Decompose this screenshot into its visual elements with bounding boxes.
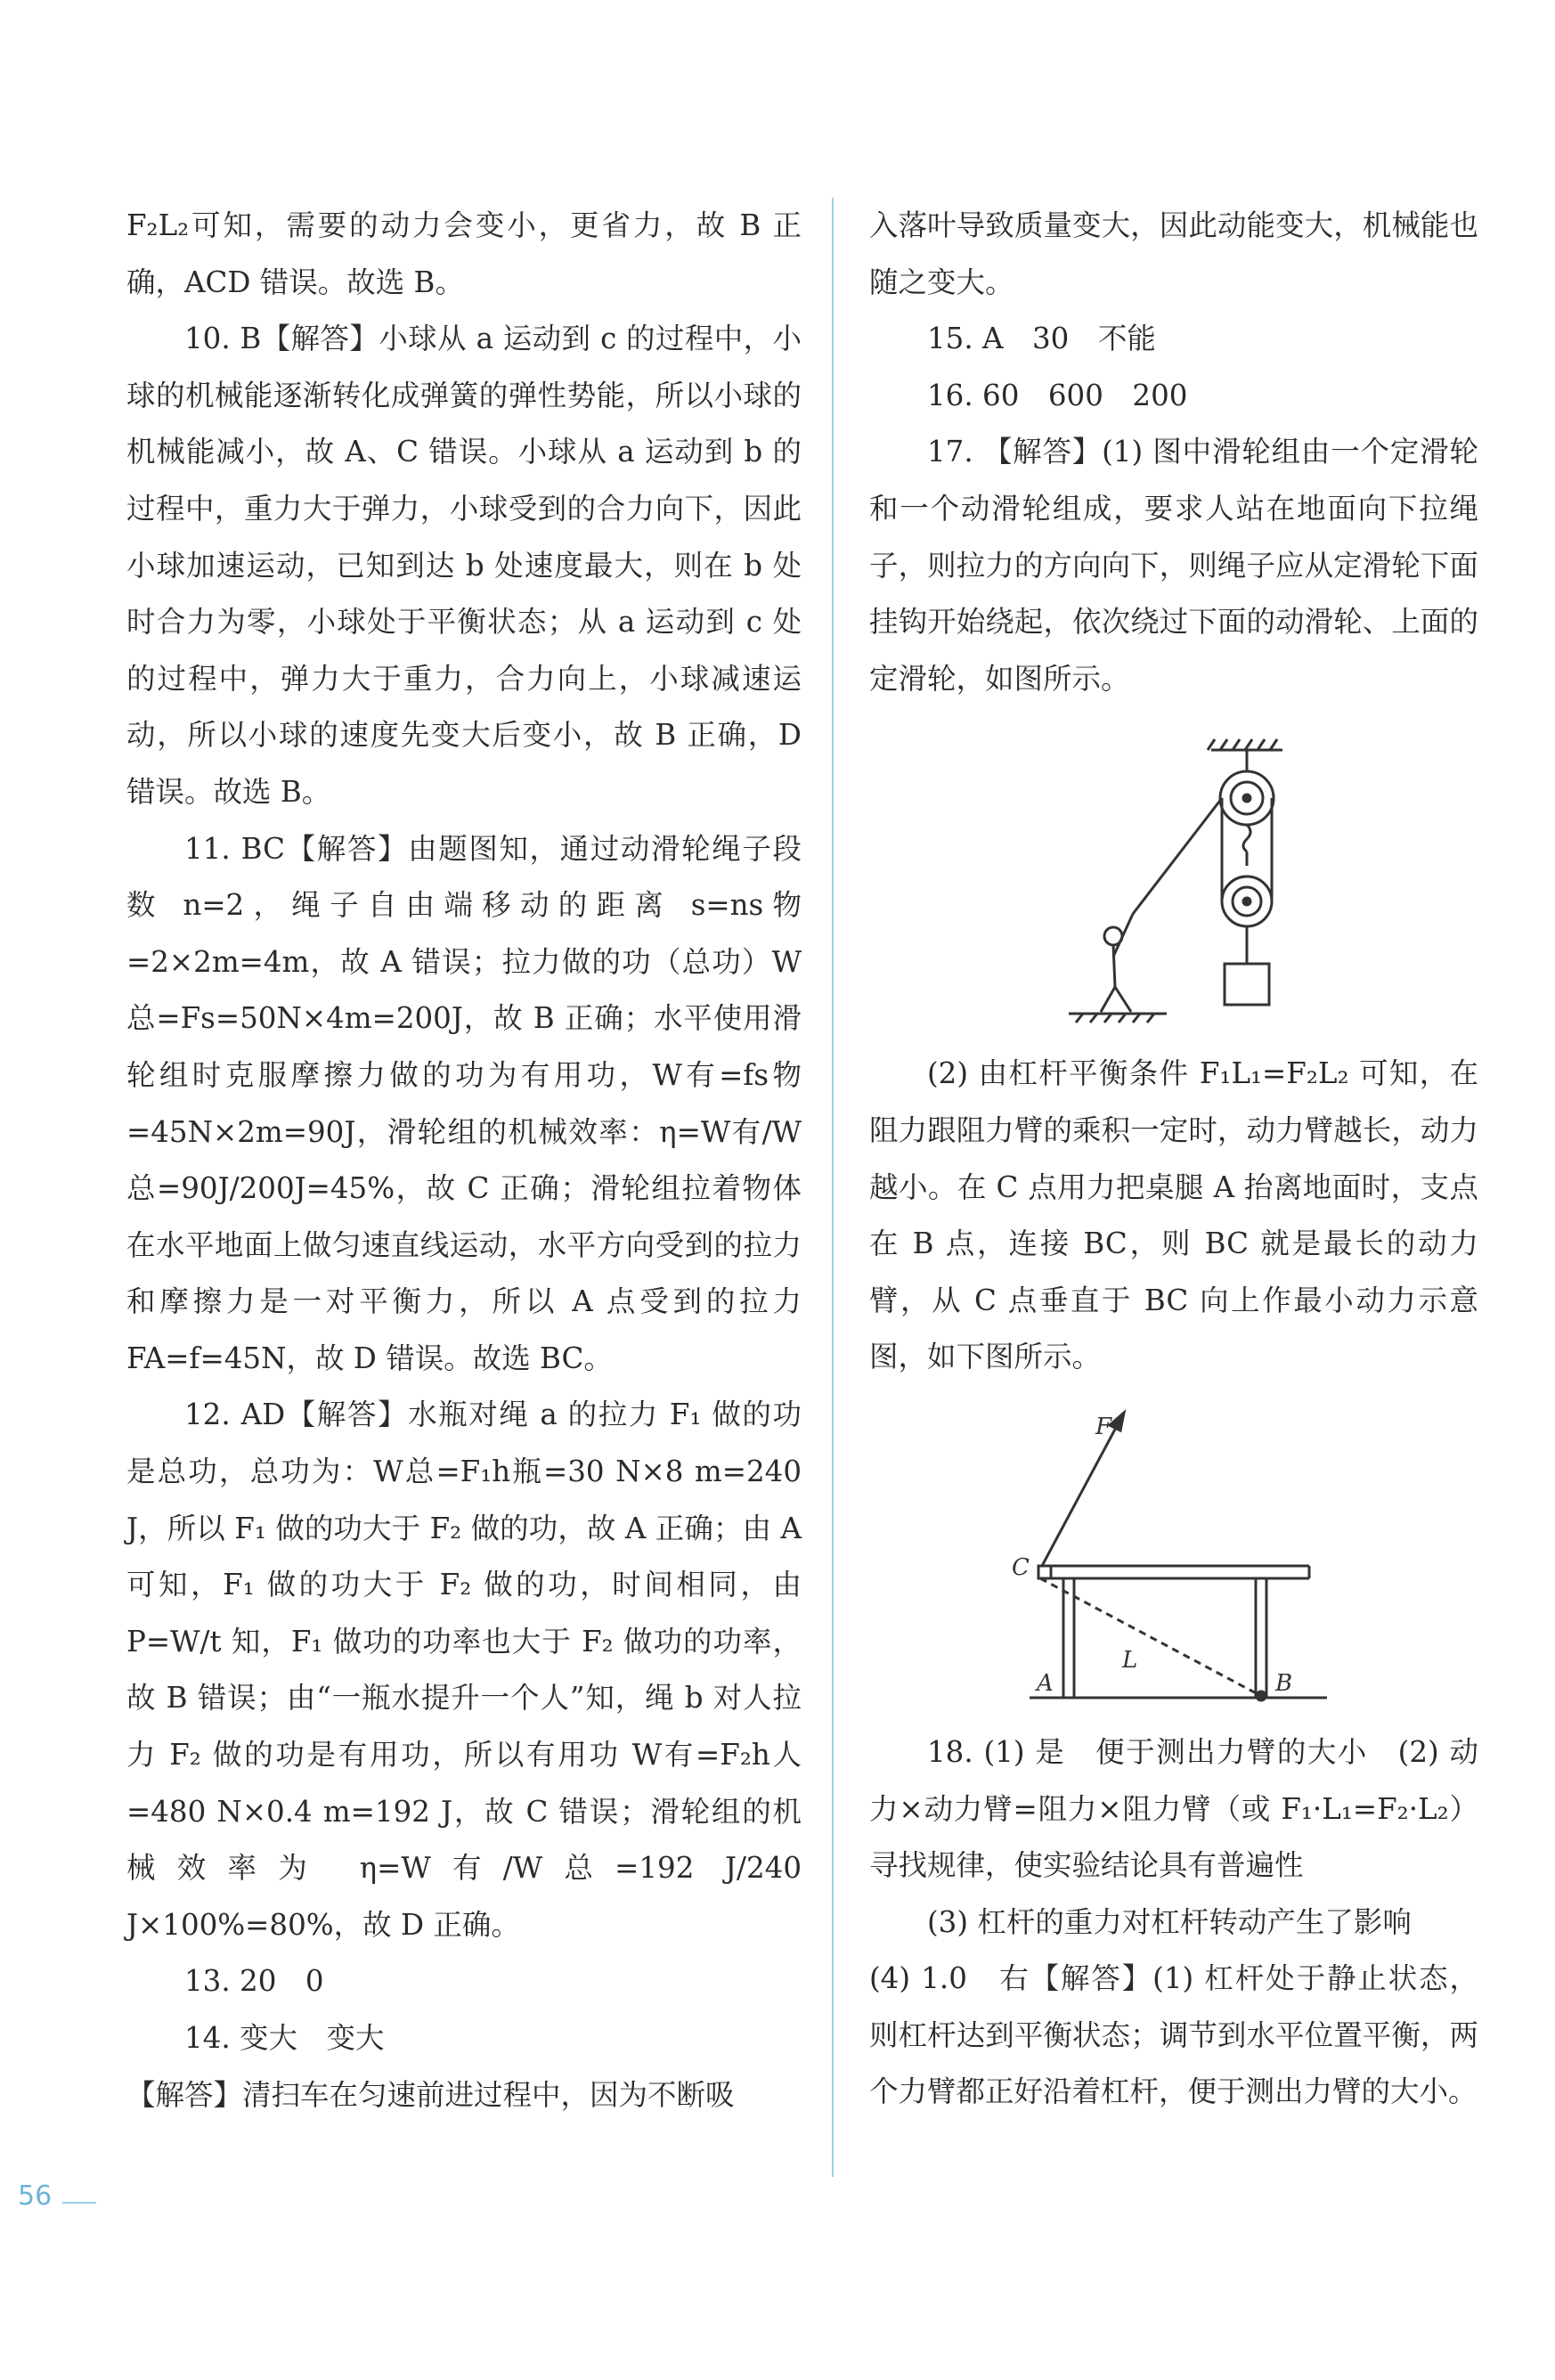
page-number: 56 <box>18 2180 53 2212</box>
paragraph: 10. B【解答】小球从 a 运动到 c 的过程中，小球的机械能逐渐转化成弹簧的弹性势能，所以小球的机械能减小，故 A、C 错误。小球从 a 运动到 b 的过程中，重力大于弹力，小球受到的合力向下，因此小球加速运动，已知到达 b 处速度最大，则在 b 处时合力为零，小球处于平衡状态；从 a 运动到 c 处的过程中，弹力大于重力，合力向上，小球减速运动，所以小球的速度先变大后变小，故 B 正确，D 错误。故选 B。 <box>126 322 802 809</box>
pulley-diagram <box>1051 736 1300 1030</box>
left-column <box>126 198 802 2123</box>
paragraph: 17. 【解答】(1) 图中滑轮组由一个定滑轮和一个动滑轮组成，要求人站在地面向下拉绳子，则拉力的方向向下，则绳子应从定滑轮下面挂钩开始绕起，依次绕过下面的动滑轮、上面的定滑轮，如图所示。 <box>869 435 1478 696</box>
paragraph: F₂L₂可知，需要的动力会变小，更省力，故 B 正确，ACD 错误。故选 B。 <box>126 208 802 299</box>
paragraph: (3) 杠杆的重力对杠杆转动产生了影响 <box>927 1904 1412 1939</box>
paragraph: 【解答】清扫车在匀速前进过程中，因为不断吸 <box>126 2077 735 2112</box>
paragraph: 12. AD【解答】水瓶对绳 a 的拉力 F₁ 做的功是总功，总功为：W总=F₁h瓶=30 N×8 m=240 J，所以 F₁ 做的功大于 F₂ 做的功，故 A 正确；由 A 可知，F₁ 做的功大于 F₂ 做的功，时间相同，由 P=W/t 知，F₁ 做功的功率也大于 F₂ 做功的功率，故 B 错误；由“一瓶水提升一个人”知，绳 b 对人拉力 F₂ 做的功是有用功，所以有用功 W有=F₂h人=480 N×0.4 m=192 J，故 C 错误；滑轮组的机械效率为 η=W有/W总=192 J/240 J×100%=80%，故 D 正确。 <box>126 1398 802 1942</box>
right-column <box>869 198 1478 2121</box>
column-divider <box>832 198 834 2177</box>
paragraph: 入落叶导致质量变大，因此动能变大，机械能也随之变大。 <box>869 208 1478 299</box>
paragraph: 15. A 30 不能 <box>927 322 1156 356</box>
paragraph: (4) 1.0 右【解答】(1) 杠杆处于静止状态，则杠杆达到平衡状态；调节到水平位置平衡，两个力臂都正好沿着杠杆，便于测出力臂的大小。 <box>869 1961 1478 2109</box>
paragraph: 16. 60 600 200 <box>927 378 1188 412</box>
paragraph: 18. (1) 是 便于测出力臂的大小 (2) 动力×动力臂=阻力×阻力臂（或 F₁·L₁=F₂·L₂）寻找规律，使实验结论具有普遍性 <box>869 1734 1478 1883</box>
point-label-b: B <box>1275 1670 1293 1697</box>
point-label-a: A <box>1037 1670 1054 1697</box>
point-label-c: C <box>1012 1554 1030 1581</box>
paragraph: (2) 由杠杆平衡条件 F₁L₁=F₂L₂ 可知，在阻力跟阻力臂的乘积一定时，动力臂越长，动力越小。在 C 点用力把桌腿 A 抬离地面时，支点在 B 点，连接 BC，则 BC 就是最长的动力臂，从 C 点垂直于 BC 向上作最小动力示意图，如下图所示。 <box>869 1056 1478 1374</box>
force-label-f: F <box>1095 1414 1112 1440</box>
paragraph: 13. 20 0 <box>184 1964 324 1999</box>
paragraph: 14. 变大 变大 <box>184 2021 385 2055</box>
paragraph: 11. BC【解答】由题图知，通过动滑轮绳子段数 n=2，绳子自由端移动的距离 s=ns物=2×2m=4m，故 A 错误；拉力做的功（总功）W总=Fs=50N×4m=200J，故 B 正确；水平使用滑轮组时克服摩擦力做的功为有用功，W有=fs物=45N×2m=90J，滑轮组的机械效率：η=W有/W总=90J/200J=45%，故 C 正确；滑轮组拉着物体在水平地面上做匀速直线运动，水平方向受到的拉力和摩擦力是一对平衡力，所以 A 点受到的拉力 FA=f=45N，故 D 错误。故选 BC。 <box>126 831 802 1375</box>
page-number-rule <box>62 2202 96 2204</box>
lever-diagram <box>997 1400 1336 1703</box>
arm-label-l: L <box>1122 1647 1138 1674</box>
